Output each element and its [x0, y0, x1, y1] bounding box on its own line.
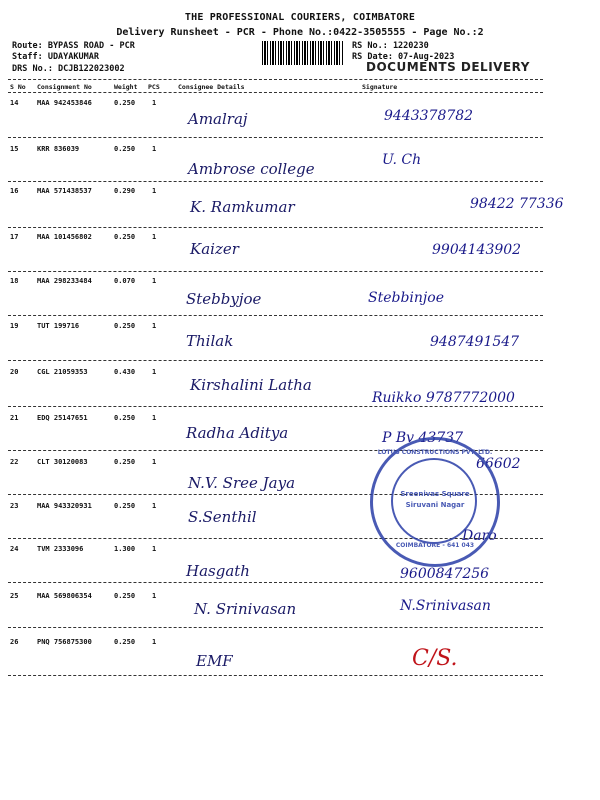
- row-signature: 66602: [476, 456, 521, 472]
- row-signature: 9443378782: [384, 108, 474, 124]
- row-consignment-no: MAA 569806354: [37, 592, 92, 600]
- row-pcs: 1: [152, 502, 157, 510]
- row-consignment-no: TUT 199716: [37, 322, 80, 330]
- row-sno: 15: [10, 145, 19, 153]
- row-consignee: Stebbyjoe: [186, 290, 262, 308]
- col-pcs: PCS: [148, 83, 160, 91]
- row-sno: 21: [10, 414, 19, 422]
- row-weight: 0.250: [114, 502, 136, 510]
- row-weight: 0.250: [114, 638, 136, 646]
- row-consignment-no: MAA 101456802: [37, 233, 92, 241]
- row-sno: 17: [10, 233, 19, 241]
- row-consignment-no: TVM 2333096: [37, 545, 84, 553]
- staff-label: Staff: UDAYAKUMAR: [12, 52, 99, 62]
- row-consignee: N. Srinivasan: [194, 600, 297, 618]
- row-signature: 9600847256: [400, 566, 490, 582]
- rs-date: RS Date: 07-Aug-2023: [352, 52, 455, 62]
- row-weight: 0.250: [114, 99, 136, 107]
- row-consignee: Hasgath: [186, 562, 250, 580]
- col-signature: Signature: [362, 83, 398, 91]
- row-consignment-no: CLT 30120083: [37, 458, 88, 466]
- row-consignment-no: MAA 571438537: [37, 187, 92, 195]
- row-divider: [8, 227, 543, 228]
- col-weight: Weight: [114, 83, 138, 91]
- row-sno: 24: [10, 545, 19, 553]
- company-seal: [370, 437, 500, 567]
- rs-number: RS No.: 1220230: [352, 41, 429, 51]
- col-consignee: Consignee Details: [178, 83, 245, 91]
- company-title: THE PROFESSIONAL COURIERS, COIMBATORE: [184, 12, 416, 23]
- row-consignment-no: MAA 943320931: [37, 502, 92, 510]
- header-divider: [8, 92, 543, 93]
- row-divider: [8, 627, 543, 628]
- row-weight: 0.250: [114, 322, 136, 330]
- row-weight: 0.430: [114, 368, 136, 376]
- row-consignee: EMF: [196, 652, 233, 670]
- row-divider: [8, 181, 543, 182]
- row-pcs: 1: [152, 545, 157, 553]
- row-signature: C/S.: [412, 646, 458, 671]
- row-consignment-no: MAA 298233484: [37, 277, 92, 285]
- header-divider: [8, 79, 543, 80]
- row-consignee: Kirshalini Latha: [190, 376, 312, 394]
- route-label: Route: BYPASS ROAD - PCR: [12, 41, 135, 51]
- row-weight: 1.300: [114, 545, 136, 553]
- row-signature: 98422 77336: [470, 196, 564, 212]
- barcode-icon: [262, 41, 344, 65]
- row-weight: 0.250: [114, 145, 136, 153]
- row-consignment-no: EDQ 25147651: [37, 414, 88, 422]
- row-divider: [8, 582, 543, 583]
- row-sno: 18: [10, 277, 19, 285]
- row-consignee: S.Senthil: [188, 508, 257, 526]
- row-consignee: Radha Aditya: [186, 424, 289, 442]
- row-pcs: 1: [152, 187, 157, 195]
- row-consignee: Thilak: [186, 332, 234, 350]
- row-divider: [8, 360, 543, 361]
- row-pcs: 1: [152, 458, 157, 466]
- row-consignment-no: CGL 21059353: [37, 368, 88, 376]
- row-signature: P Bv 43737: [382, 430, 464, 446]
- row-signature: Ruikko 9787772000: [372, 390, 515, 406]
- seal-middle-text: Sreenivas Square: [400, 490, 470, 498]
- seal-top-text: LOTUS CONSTRUCTIONS PVT. LTD.: [377, 449, 493, 456]
- row-signature: Stebbinjoe: [368, 290, 444, 306]
- row-sno: 14: [10, 99, 19, 107]
- seal-middle-text: Siruvani Nagar: [405, 501, 465, 509]
- row-pcs: 1: [152, 414, 157, 422]
- row-weight: 0.250: [114, 414, 136, 422]
- row-pcs: 1: [152, 145, 157, 153]
- row-weight: 0.250: [114, 233, 136, 241]
- row-pcs: 1: [152, 638, 157, 646]
- row-divider: [8, 271, 543, 272]
- row-signature: U. Ch: [382, 152, 422, 168]
- row-sno: 25: [10, 592, 19, 600]
- documents-delivery-stamp: DOCUMENTS DELIVERY: [366, 60, 530, 74]
- row-pcs: 1: [152, 233, 157, 241]
- row-divider: [8, 315, 543, 316]
- drs-number: DRS No.: DCJB122023002: [12, 64, 125, 74]
- row-consignee: N.V. Sree Jaya: [188, 474, 296, 492]
- row-divider: [8, 406, 543, 407]
- row-sno: 20: [10, 368, 19, 376]
- row-consignment-no: KRR 836039: [37, 145, 80, 153]
- row-consignee: Ambrose college: [188, 160, 315, 178]
- runsheet-subtitle: Delivery Runsheet - PCR - Phone No.:0422-3505555 - Page No.:2: [116, 27, 484, 38]
- row-signature: Daro: [462, 528, 497, 544]
- col-consignment: Consignment No: [37, 83, 92, 91]
- row-pcs: 1: [152, 277, 157, 285]
- row-weight: 0.290: [114, 187, 136, 195]
- row-weight: 0.070: [114, 277, 136, 285]
- row-signature: 9904143902: [432, 242, 522, 258]
- row-pcs: 1: [152, 368, 157, 376]
- row-consignee: K. Ramkumar: [190, 198, 295, 216]
- row-weight: 0.250: [114, 458, 136, 466]
- row-sno: 23: [10, 502, 19, 510]
- seal-bottom-text: COIMBATORE - 641 043: [395, 542, 475, 549]
- row-sno: 19: [10, 322, 19, 330]
- row-pcs: 1: [152, 99, 157, 107]
- row-weight: 0.250: [114, 592, 136, 600]
- row-consignee: Kaizer: [190, 240, 239, 258]
- row-divider: [8, 675, 543, 676]
- row-consignment-no: MAA 942453846: [37, 99, 92, 107]
- row-consignment-no: PNQ 756875300: [37, 638, 92, 646]
- row-signature: 9487491547: [430, 334, 520, 350]
- row-divider: [8, 137, 543, 138]
- row-signature: N.Srinivasan: [400, 598, 491, 614]
- row-consignee: Amalraj: [188, 110, 248, 128]
- row-pcs: 1: [152, 322, 157, 330]
- row-sno: 22: [10, 458, 19, 466]
- row-sno: 26: [10, 638, 19, 646]
- col-sno: S No: [10, 83, 26, 91]
- row-sno: 16: [10, 187, 19, 195]
- row-pcs: 1: [152, 592, 157, 600]
